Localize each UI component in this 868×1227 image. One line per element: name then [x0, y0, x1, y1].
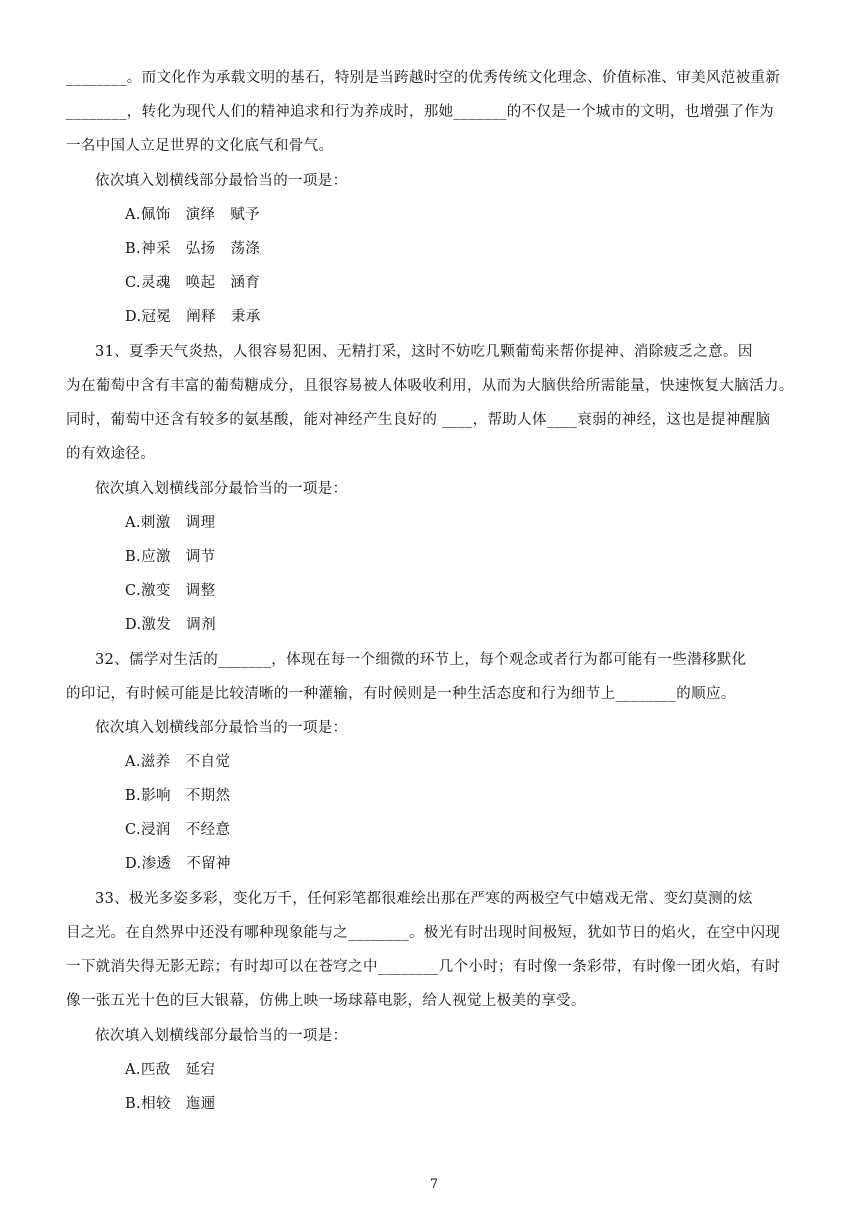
answer-option: D.激发 调剂	[125, 617, 217, 633]
text-line: 像一张五光十色的巨大银幕，仿佛上映一场球幕电影，给人视觉上极美的享受。	[66, 993, 586, 1009]
text-line: 一名中国人立足世界的文化底气和骨气。	[66, 138, 334, 154]
answer-option: C.激变 调整	[125, 583, 216, 599]
answer-option: C.浸润 不经意	[125, 822, 231, 838]
answer-option: B.应激 调节	[125, 549, 216, 565]
paragraph-start: 依次填入划横线部分最恰当的一项是：	[95, 1028, 348, 1044]
text-line: 一下就消失得无影无踪；有时却可以在苍穹之中________几个小时；有时像一条彩带，有时像一团火焰，有时	[66, 959, 781, 975]
answer-option: A.滋养 不自觉	[125, 754, 231, 770]
text-line: 的有效途径。	[66, 446, 156, 462]
answer-option: B.神采 弘扬 荡涤	[125, 241, 261, 257]
paragraph-start: 依次填入划横线部分最恰当的一项是：	[95, 481, 348, 497]
text-line: ________。而文化作为承载文明的基石，特别是当跨越时空的优秀传统文化理念、价值标准、审美风范被重新	[66, 70, 781, 86]
text-line: 同时，葡萄中还含有较多的氨基酸，能对神经产生良好的 ____，帮助人体____衰弱的神经，这也是提神醒脑	[66, 412, 771, 428]
text-line: 目之光。在自然界中还没有哪种现象能与之________。极光有时出现时间极短，犹如节日的焰火，在空中闪现	[66, 925, 781, 941]
text-line: 的印记，有时候可能是比较清晰的一种灌输，有时候则是一种生活态度和行为细节上________的顺应。	[66, 686, 736, 702]
paragraph-start: 33、极光多姿多彩，变化万千，任何彩笔都很难绘出那在严寒的两极空气中嬉戏无常、变幻莫测的炫	[95, 891, 753, 907]
answer-option: D.冠冕 阐释 秉承	[125, 309, 261, 325]
paragraph-start: 依次填入划横线部分最恰当的一项是：	[95, 720, 348, 736]
answer-option: A.匹敌 延宕	[125, 1062, 216, 1078]
paragraph-start: 32、儒学对生活的_______，体现在每一个细微的环节上，每个观念或者行为都可能有一些潜移默化	[95, 652, 747, 668]
paragraph-start: 依次填入划横线部分最恰当的一项是：	[95, 173, 348, 189]
text-line: ________，转化为现代人们的精神追求和行为养成时，那她_______的不仅是一个城市的文明，也增强了作为	[66, 104, 774, 120]
answer-option: C.灵魂 唤起 涵育	[125, 275, 261, 291]
answer-option: D.渗透 不留神	[125, 856, 231, 872]
page-number: 7	[429, 1177, 439, 1192]
answer-option: B.影响 不期然	[125, 788, 231, 804]
answer-option: A.佩饰 演绎 赋予	[125, 207, 261, 223]
answer-option: A.刺激 调理	[125, 515, 216, 531]
paragraph-start: 31、夏季天气炎热，人很容易犯困、无精打采，这时不妨吃几颗葡萄来帮你提神、消除疲乏之意。因	[95, 344, 753, 360]
answer-option: B.相较 迤逦	[125, 1096, 216, 1112]
text-line: 为在葡萄中含有丰富的葡萄糖成分，且很容易被人体吸收利用，从而为大脑供给所需能量，快速恢复大脑活力。	[66, 378, 794, 394]
